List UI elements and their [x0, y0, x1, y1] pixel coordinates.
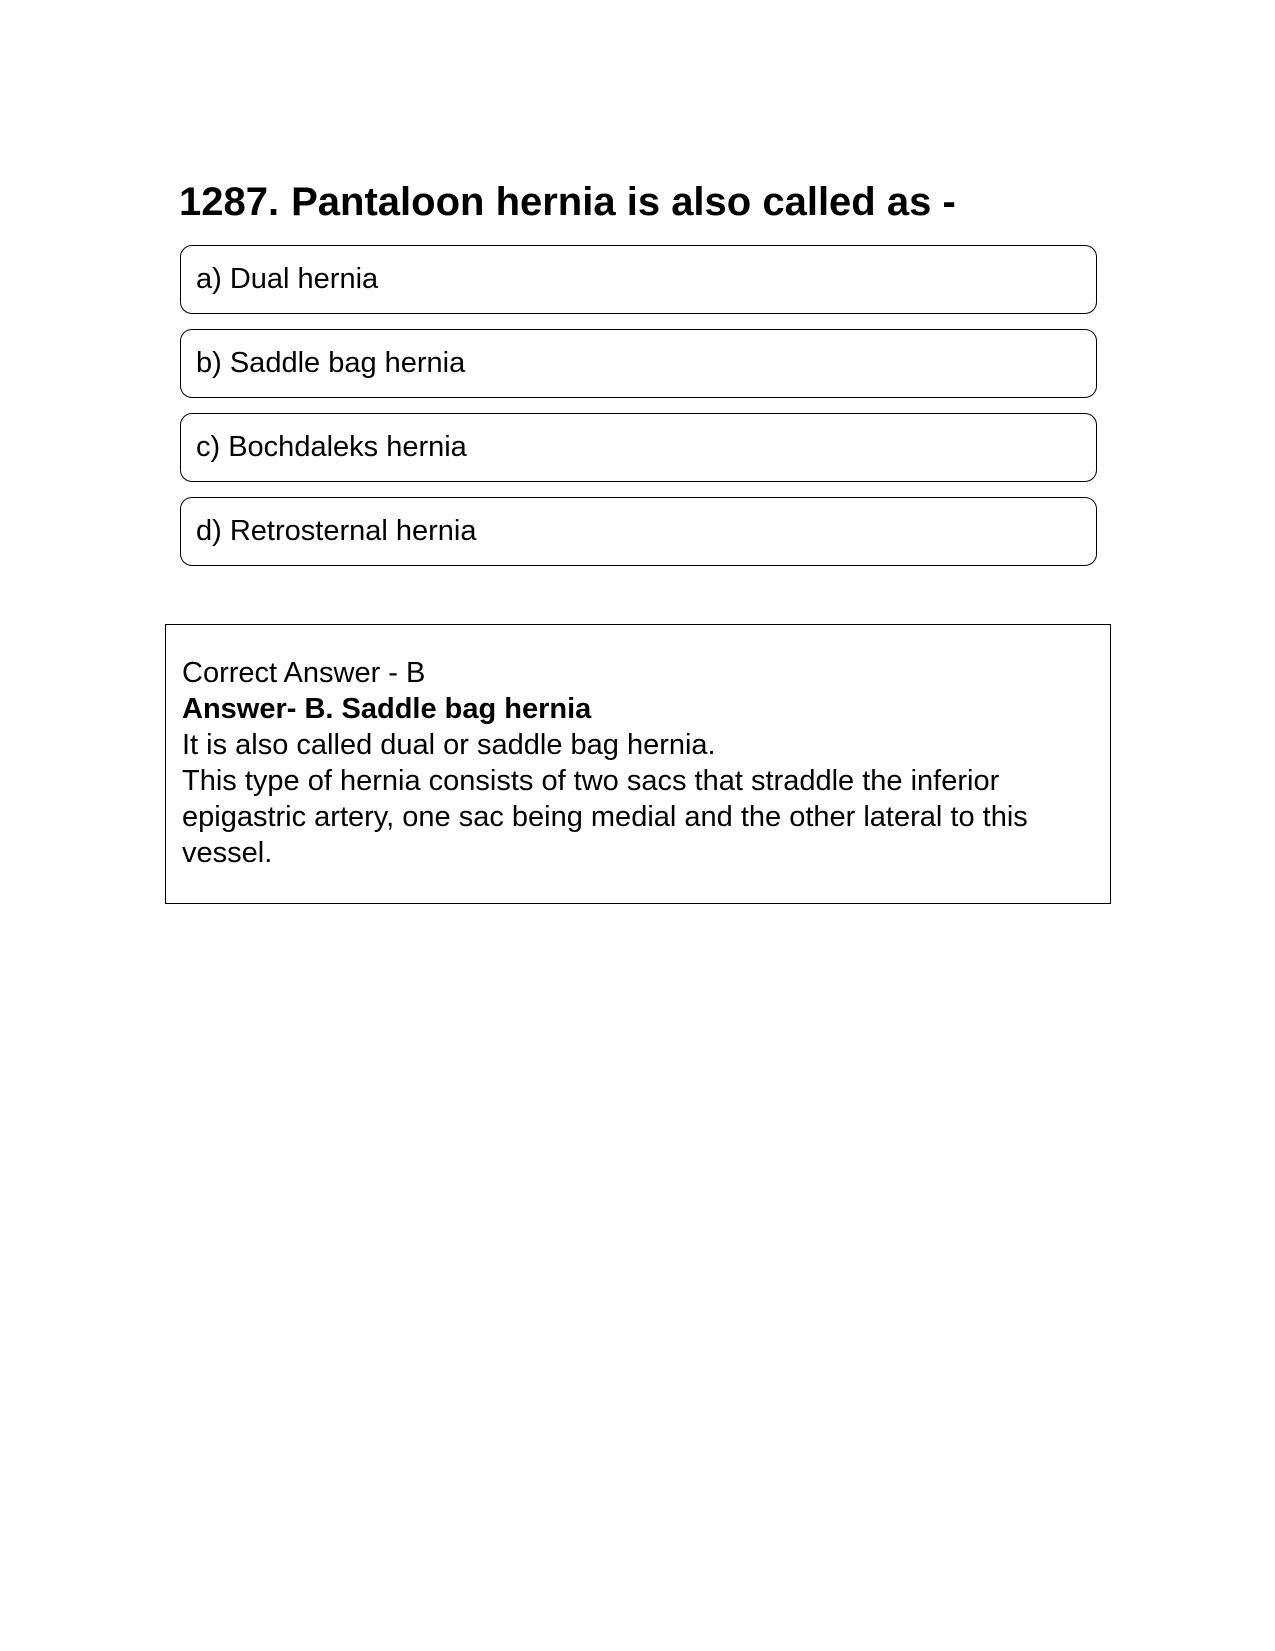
explanation-text-2: This type of hernia consists of two sacs that straddle the inferior epigastric artery, one sac being medial and the other lateral to this vessel.	[182, 765, 1028, 869]
option-c[interactable]	[180, 413, 1097, 482]
option-d[interactable]	[180, 497, 1097, 566]
question-text: Pantaloon hernia is also called as -	[291, 180, 956, 224]
option-b-label: b) Saddle bag hernia	[196, 347, 466, 379]
explanation-text-1: It is also called dual or saddle bag hernia.	[182, 729, 716, 761]
answer-box	[165, 624, 1111, 904]
question-title	[179, 174, 956, 230]
option-b[interactable]	[180, 329, 1097, 398]
correct-answer-line: Correct Answer - B	[182, 657, 426, 689]
options-list	[180, 245, 1097, 581]
option-c-label: c) Bochdaleks hernia	[196, 431, 467, 463]
answer-heading: Answer- B. Saddle bag hernia	[182, 693, 592, 725]
option-d-label: d) Retrosternal hernia	[196, 515, 477, 547]
question-number: 1287.	[179, 180, 280, 224]
option-a[interactable]	[180, 245, 1097, 314]
option-a-label: a) Dual hernia	[196, 263, 379, 295]
